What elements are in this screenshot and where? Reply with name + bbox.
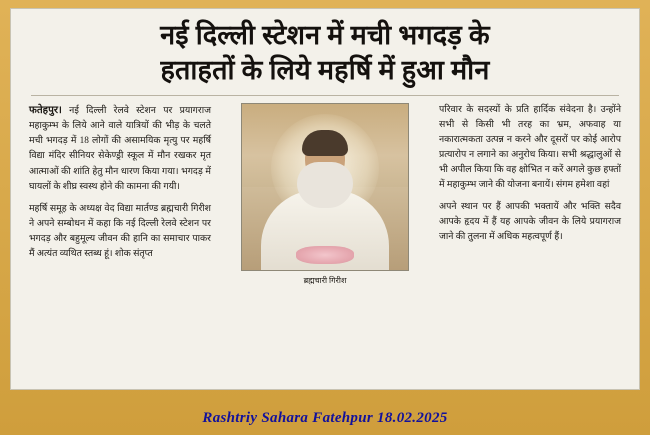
dateline: फतेहपुर। — [29, 104, 62, 116]
paragraph-text: नई दिल्ली रेलवे स्टेशन पर प्रयागराज महाकुम्भ के लिये आने वाले यात्रियों की भीड़ के चलते मची भगदड़ में 18 लोगों की असामयिक मृत्यु पर महर्षि विद्या मंदिर सीनियर सेकेण्ड्री स्कूल में मौन रखकर मृत आत्माओं की शांति हेतु मौन धारण किया गया। भगदड़ में घायलों के शीघ्र स्वस्थ होने की कामना की गयी। — [29, 105, 211, 192]
headline-line-1: नई दिल्ली स्टेशन में मची भगदड़ के — [160, 20, 490, 50]
portrait-beard — [297, 162, 353, 208]
newspaper-clipping — [10, 8, 640, 390]
headline — [29, 19, 621, 87]
article-paragraph: महर्षि समूह के अध्यक्ष वेद विद्या मार्तण्ड ब्रह्मचारी गिरीश ने अपने सम्बोधन में कहा कि नई दिल्ली रेलवे स्टेशन पर भगदड़ और बहुमूल्य जीवन की हानि का समाचार पाकर मैं अत्यंत व्यथित स्तब्ध हूं। शोक संतृप्त — [29, 203, 211, 259]
headline-divider — [31, 95, 619, 96]
portrait-hair — [302, 130, 348, 156]
photo-caption: ब्रह्मचारी गिरीश — [303, 275, 347, 285]
article-paragraph — [29, 103, 211, 195]
article-columns — [29, 103, 621, 288]
portrait-flowers — [296, 246, 354, 264]
article-paragraph: अपने स्थान पर हैं आपकी भक्तायें और भक्ति सदैव आपके हृदय में हैं यह आपके जीवन के लिये प्रयागराज जाने की तुलना में अधिक महत्वपूर्ण हैं। — [439, 202, 621, 243]
headline-line-2: हताहतों के लिये महर्षि में हुआ मौन — [160, 54, 490, 85]
portrait-photo — [241, 103, 409, 271]
article-column-center — [221, 103, 429, 288]
article-column-left — [29, 103, 211, 269]
article-paragraph: परिवार के सदस्यों के प्रति हार्दिक संवेदना है। उन्होंने सभी से किसी भी तरह का भ्रम, अफवाह या नकारात्मकता उत्पन्न न करने और दूसरों पर कोई आरोप प्रत्यारोप न लगाने का अनुरोध किया। सभी श्रद्धालुओं से भी अपील किया कि वह क्षोभित न करें अगले कुछ हफ्तों में महाकुम्भ जाने की योजना बनायें। संगम हमेशा वहां — [439, 104, 621, 191]
source-credit: Rashtriy Sahara Fatehpur 18.02.2025 — [202, 410, 448, 426]
article-column-right — [439, 103, 621, 252]
photo-block — [241, 103, 409, 288]
